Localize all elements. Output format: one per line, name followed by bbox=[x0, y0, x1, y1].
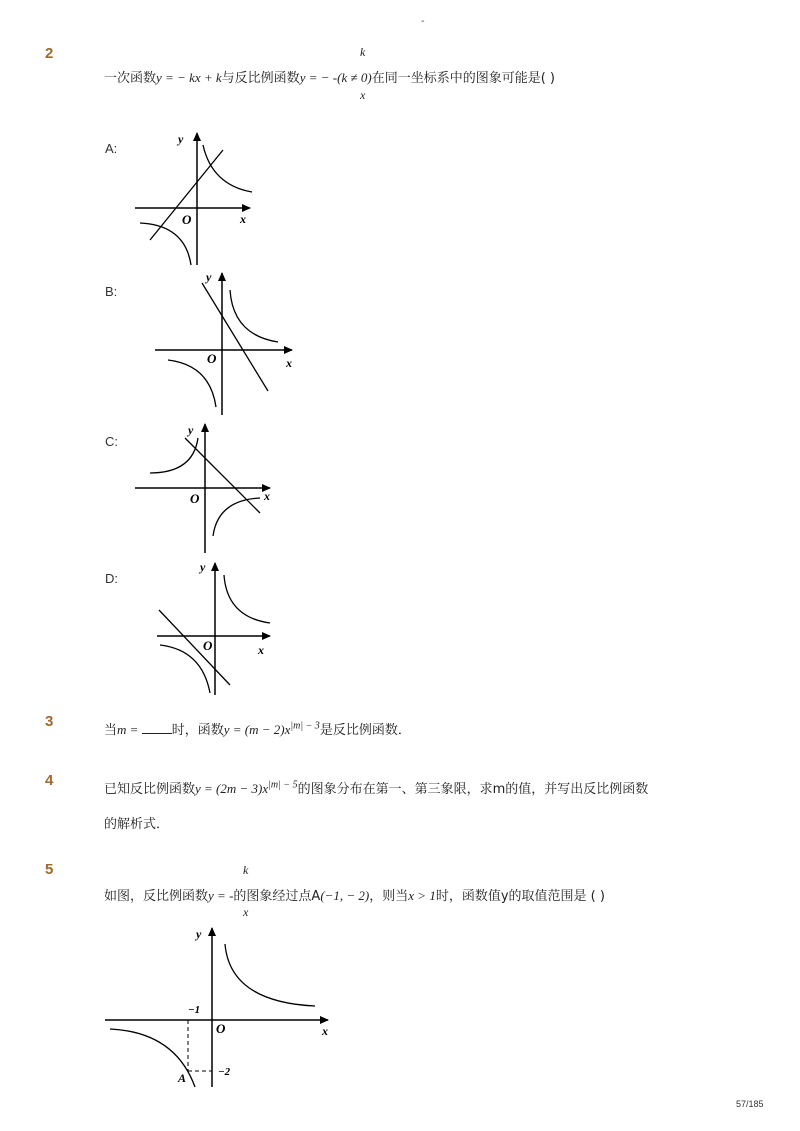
origin-label: O bbox=[207, 351, 217, 366]
q5-condition: x > 1 bbox=[408, 888, 436, 903]
q2-text-mid: 与反比例函数 bbox=[221, 71, 300, 86]
q5-fraction-numerator: k bbox=[243, 863, 249, 877]
q3-text-mid: 时，函数 bbox=[171, 723, 224, 738]
x-axis-label: x bbox=[286, 356, 292, 370]
q2-fraction-denominator: x bbox=[360, 88, 366, 102]
origin-label: O bbox=[190, 491, 200, 506]
q5-text-mid2: ，则当 bbox=[369, 889, 409, 904]
q4-text bbox=[104, 778, 648, 797]
q5-text-mid: 的图象经过点A bbox=[233, 889, 321, 904]
question-number-3: 3 bbox=[45, 713, 54, 730]
q4-text-post: 的图象分布在第一、第三象限，求m的值，并写出反比例函数 bbox=[297, 782, 649, 797]
tick-label-y: −2 bbox=[218, 1066, 231, 1078]
q2-inverse-equation: y = − bbox=[299, 70, 333, 85]
option-c-graph bbox=[130, 418, 280, 558]
origin-label: O bbox=[203, 638, 213, 653]
linear-line bbox=[202, 283, 268, 391]
q4-exponent: |m| − 5 bbox=[268, 779, 298, 791]
q2-condition: (k ≠ 0) bbox=[337, 70, 372, 85]
q4-equation: y = (2m − 3)x bbox=[195, 781, 269, 796]
top-mark: - bbox=[421, 16, 425, 27]
y-axis-label: y bbox=[178, 132, 184, 146]
q2-text bbox=[104, 67, 555, 86]
q3-exponent: |m| − 3 bbox=[290, 720, 320, 732]
q5-text-pre: 如图，反比例函数 bbox=[104, 889, 209, 904]
x-axis-label: x bbox=[322, 1024, 328, 1038]
option-a-graph bbox=[130, 125, 265, 270]
option-c-label: C: bbox=[105, 434, 118, 449]
q2-text-pre: 一次函数 bbox=[104, 71, 157, 86]
hyperbola-branch-lower bbox=[168, 360, 216, 407]
x-axis-label: x bbox=[258, 643, 264, 657]
tick-label-x: −1 bbox=[188, 1004, 201, 1016]
question-number-4: 4 bbox=[45, 772, 54, 789]
question-number-5: 5 bbox=[45, 861, 54, 878]
y-axis-label: y bbox=[206, 270, 212, 284]
q4-text-line2: 的解析式． bbox=[104, 817, 170, 832]
q2-fraction-numerator: k bbox=[360, 45, 366, 59]
origin-label: O bbox=[216, 1021, 226, 1036]
option-d-label: D: bbox=[105, 571, 118, 586]
linear-line bbox=[159, 610, 230, 685]
hyperbola-branch-upper-right bbox=[225, 944, 315, 1006]
hyperbola-branch-upper bbox=[203, 145, 252, 192]
x-axis-label: x bbox=[240, 212, 246, 226]
q2-fraction-line: - bbox=[332, 70, 338, 85]
q2-text-post: 在同一坐标系中的图象可能是( ) bbox=[371, 71, 555, 86]
hyperbola-branch-lower-right bbox=[213, 498, 260, 536]
q5-fraction-line: - bbox=[229, 888, 234, 903]
q3-m-equals: m = bbox=[117, 722, 142, 737]
q5-point: (−1, − 2) bbox=[320, 888, 370, 903]
y-axis-label: y bbox=[196, 927, 202, 941]
q5-fraction-denominator: x bbox=[243, 905, 249, 919]
hyperbola-branch-lower bbox=[140, 223, 191, 265]
q5-text bbox=[104, 885, 605, 904]
q5-graph bbox=[100, 922, 340, 1092]
q3-answer-blank[interactable] bbox=[142, 721, 172, 734]
q3-text bbox=[104, 719, 411, 738]
q3-text-pre: 当 bbox=[104, 723, 118, 738]
option-a-label: A: bbox=[105, 141, 118, 156]
option-b-label: B: bbox=[105, 284, 118, 299]
origin-label: O bbox=[182, 212, 192, 227]
y-axis-label: y bbox=[188, 423, 194, 437]
q5-equation: y = bbox=[208, 888, 230, 903]
q3-equation: y = (m − 2)x bbox=[223, 722, 291, 737]
q4-text-pre: 已知反比例函数 bbox=[104, 782, 196, 797]
q5-text-post: 时，函数值y的取值范围是 ( ) bbox=[435, 889, 605, 904]
x-axis-label: x bbox=[264, 489, 270, 503]
point-a-label: A bbox=[178, 1071, 187, 1085]
q3-text-post: 是反比例函数． bbox=[319, 723, 411, 738]
question-number-2: 2 bbox=[45, 45, 54, 62]
hyperbola-branch-upper bbox=[230, 290, 278, 342]
option-d-graph bbox=[152, 555, 282, 700]
page-number: 57/185 bbox=[736, 1099, 764, 1109]
q2-linear-equation: y = − kx + k bbox=[156, 70, 222, 85]
y-axis-label: y bbox=[200, 560, 206, 574]
option-b-graph bbox=[150, 265, 310, 420]
hyperbola-branch-upper-right bbox=[224, 575, 270, 623]
